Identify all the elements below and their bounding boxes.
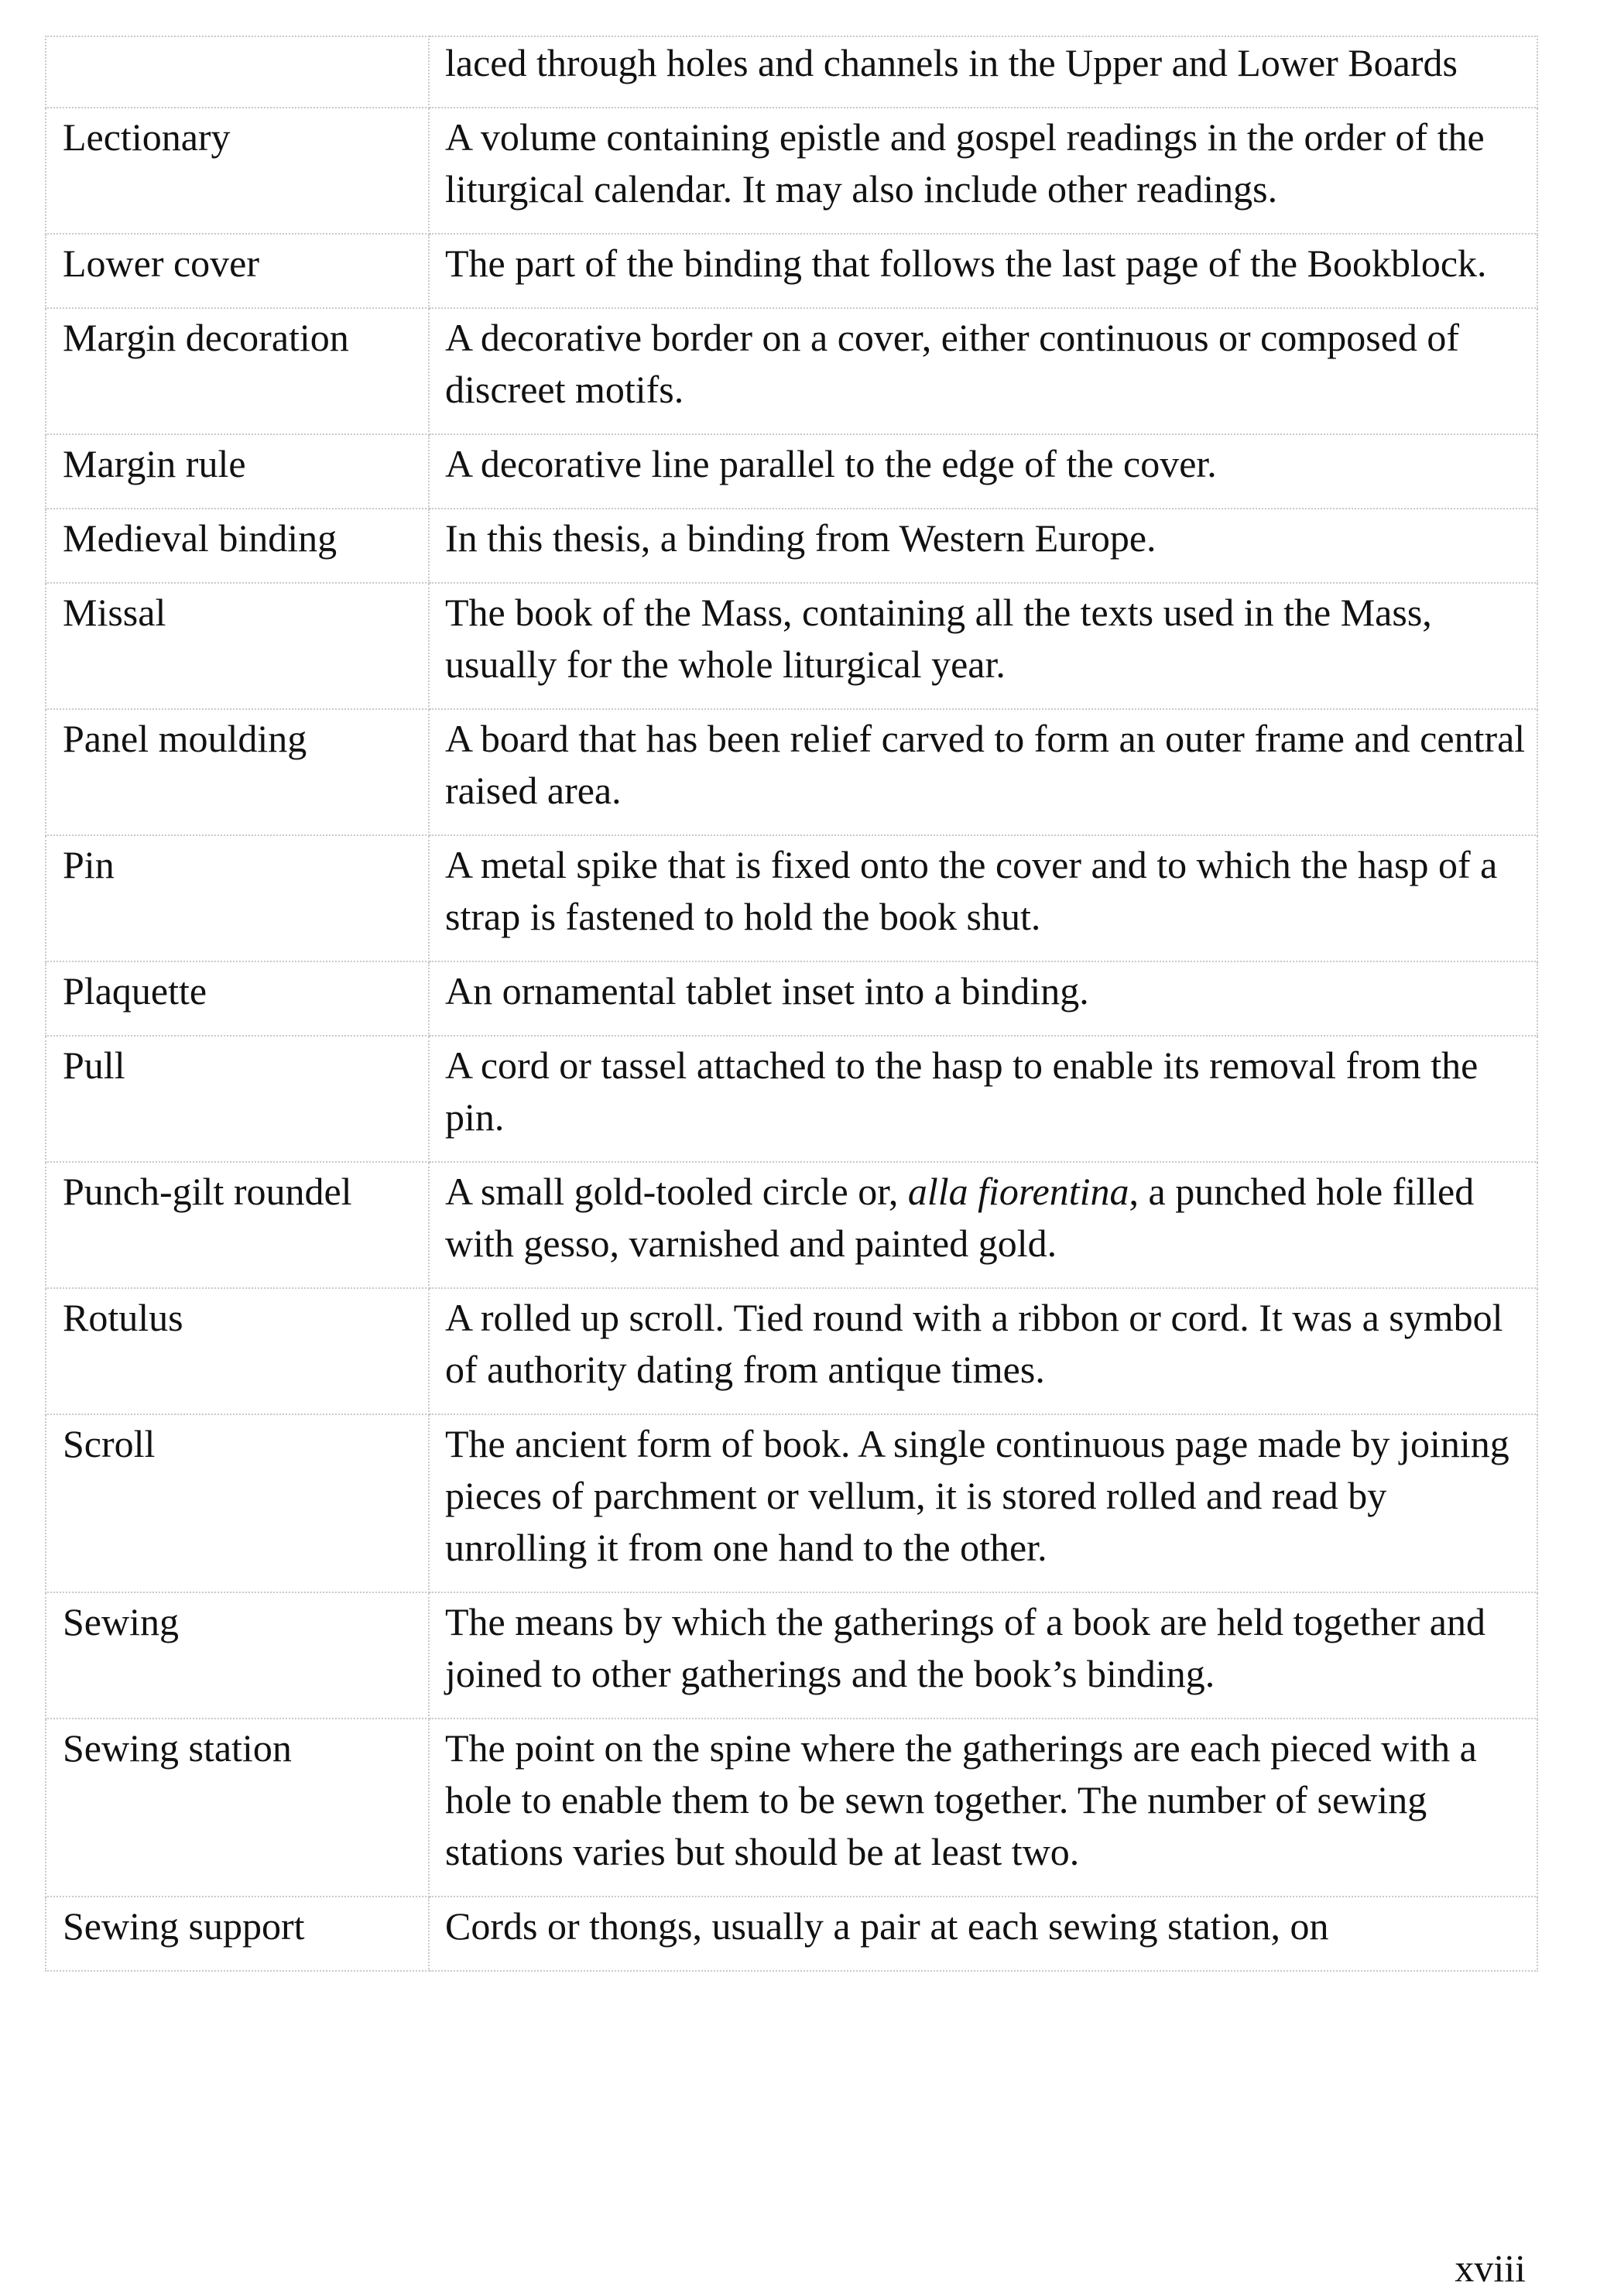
definition-text: The point on the spine where the gatherings are each pieced with a hole to enable them to be sewn together. The number of sewing stations varies but should be at least two. [445, 1726, 1477, 1873]
glossary-row [46, 961, 1537, 1036]
definition-text: The book of the Mass, containing all the texts used in the Mass, usually for the whole liturgical year. [445, 591, 1432, 686]
glossary-term: Lectionary [46, 108, 429, 234]
glossary-definition [429, 1162, 1537, 1288]
glossary-row [46, 1897, 1537, 1971]
glossary-term: Rotulus [46, 1288, 429, 1414]
glossary-definition [429, 1719, 1537, 1897]
glossary-row [46, 308, 1537, 434]
definition-text: An ornamental tablet inset into a binding. [445, 969, 1089, 1013]
definition-text: A decorative line parallel to the edge of the cover. [445, 442, 1217, 485]
glossary-definition [429, 1288, 1537, 1414]
glossary-definition [429, 36, 1537, 108]
definition-text: A metal spike that is fixed onto the cover and to which the hasp of a strap is fastened to hold the book shut. [445, 843, 1498, 938]
glossary-row [46, 108, 1537, 234]
glossary-definition [429, 1897, 1537, 1971]
glossary-definition [429, 434, 1537, 509]
glossary-term: Punch-gilt roundel [46, 1162, 429, 1288]
page-number: xviii [1455, 2246, 1526, 2290]
glossary-row [46, 1592, 1537, 1719]
definition-text: The ancient form of book. A single continuous page made by joining pieces of parchment or vellum, it is stored rolled and read by unrolling it from one hand to the other. [445, 1422, 1509, 1569]
definition-text: A volume containing epistle and gospel readings in the order of the liturgical calendar. It may also include other readings. [445, 115, 1485, 211]
definition-text: A board that has been relief carved to form an outer frame and central raised area. [445, 717, 1526, 812]
glossary-row [46, 1162, 1537, 1288]
definition-text: The part of the binding that follows the last page of the Bookblock. [445, 242, 1487, 285]
glossary-definition [429, 308, 1537, 434]
glossary-term: Margin rule [46, 434, 429, 509]
glossary-term: Scroll [46, 1414, 429, 1592]
glossary-definition [429, 1592, 1537, 1719]
glossary-term: Margin decoration [46, 308, 429, 434]
definition-text: The means by which the gatherings of a book are held together and joined to other gatherings and the book’s binding. [445, 1600, 1485, 1695]
glossary-row [46, 583, 1537, 709]
glossary-term: Sewing [46, 1592, 429, 1719]
glossary-table [45, 36, 1538, 1972]
definition-text: , a punched hole filled with gesso, varnished and painted gold. [445, 1170, 1475, 1265]
definition-text: A rolled up scroll. Tied round with a ribbon or cord. It was a symbol of authority dating from antique times. [445, 1296, 1503, 1391]
glossary-definition [429, 961, 1537, 1036]
glossary-body [46, 36, 1537, 1971]
glossary-term: Pull [46, 1036, 429, 1162]
definition-text: A small gold-tooled circle or, [445, 1170, 908, 1213]
glossary-term: Panel moulding [46, 709, 429, 835]
glossary-definition [429, 108, 1537, 234]
glossary-row [46, 434, 1537, 509]
glossary-definition [429, 509, 1537, 583]
glossary-term [46, 36, 429, 108]
glossary-row [46, 1414, 1537, 1592]
glossary-row [46, 36, 1537, 108]
glossary-row [46, 1036, 1537, 1162]
glossary-term: Missal [46, 583, 429, 709]
glossary-row [46, 835, 1537, 961]
glossary-definition [429, 709, 1537, 835]
glossary-term: Sewing station [46, 1719, 429, 1897]
glossary-definition [429, 234, 1537, 308]
glossary-term: Lower cover [46, 234, 429, 308]
glossary-term: Sewing support [46, 1897, 429, 1971]
definition-text: In this thesis, a binding from Western Europe. [445, 516, 1156, 560]
glossary-term: Pin [46, 835, 429, 961]
definition-text: laced through holes and channels in the Upper and Lower Boards [445, 41, 1458, 84]
definition-italic-text: alla fiorentina [907, 1170, 1129, 1213]
glossary-row [46, 1719, 1537, 1897]
glossary-definition [429, 583, 1537, 709]
glossary-row [46, 709, 1537, 835]
definition-text: Cords or thongs, usually a pair at each sewing station, on [445, 1904, 1329, 1948]
definition-text: A cord or tassel attached to the hasp to enable its removal from the pin. [445, 1043, 1479, 1139]
glossary-term: Plaquette [46, 961, 429, 1036]
definition-text: A decorative border on a cover, either continuous or composed of discreet motifs. [445, 316, 1460, 411]
glossary-definition [429, 1036, 1537, 1162]
glossary-row [46, 509, 1537, 583]
glossary-row [46, 234, 1537, 308]
glossary-definition [429, 1414, 1537, 1592]
glossary-term: Medieval binding [46, 509, 429, 583]
glossary-definition [429, 835, 1537, 961]
glossary-row [46, 1288, 1537, 1414]
